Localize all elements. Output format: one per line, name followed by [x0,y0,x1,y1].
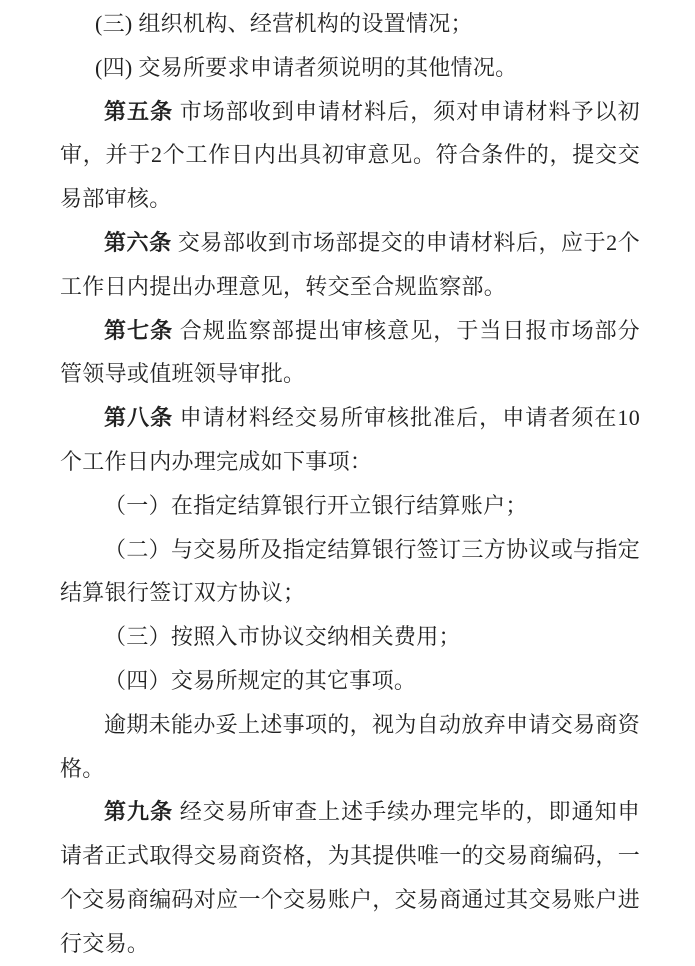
article-number: 第六条 [104,229,172,255]
article-number: 第五条 [104,98,174,124]
paragraph [60,615,640,659]
paragraph [60,396,640,484]
paragraph-text: （四）交易所规定的其它事项。 [104,667,417,693]
paragraph [60,790,640,965]
paragraph-text: (三) 组织机构、经营机构的设置情况； [95,11,473,36]
paragraph [60,2,640,46]
paragraph [60,703,640,791]
paragraph-text: 逾期未能办妥上述事项的，视为自动放弃申请交易商资格。 [60,711,640,781]
paragraph-text: 经交易所审查上述手续办理完毕的，即通知申请者正式取得交易商资格，为其提供唯一的交易商编码，一个交易商编码对应一个交易账户，交易商通过其交易账户进行交易。 [60,799,640,956]
article-number: 第七条 [104,317,174,343]
paragraph-text: （一）在指定结算银行开立银行结算账户； [104,492,528,518]
paragraph-text: （三）按照入市协议交纳相关费用； [104,624,461,650]
paragraph [60,484,640,528]
paragraph [60,46,640,90]
article-number: 第九条 [104,799,174,825]
paragraph [60,309,640,397]
article-number: 第八条 [104,405,174,431]
paragraph-text: 合规监察部提出审核意见，于当日报市场部分管领导或值班领导审批。 [60,317,640,387]
paragraph-text: 市场部收到申请材料后，须对申请材料予以初审，并于2个工作日内出具初审意见。符合条件的，提交交易部审核。 [60,98,640,212]
paragraph-text: （二）与交易所及指定结算银行签订三方协议或与指定结算银行签订双方协议； [60,536,640,606]
paragraph [60,221,640,309]
paragraph-text: 交易部收到市场部提交的申请材料后，应于2个工作日内提出办理意见，转交至合规监察部。 [60,229,640,299]
paragraph [60,90,640,221]
paragraph [60,528,640,616]
paragraph-text: (四) 交易所要求申请者须说明的其他情况。 [95,54,518,80]
document-body [60,2,640,966]
paragraph-text: 申请材料经交易所审核批准后，申请者须在10个工作日内办理完成如下事项： [60,405,640,474]
paragraph [60,659,640,703]
